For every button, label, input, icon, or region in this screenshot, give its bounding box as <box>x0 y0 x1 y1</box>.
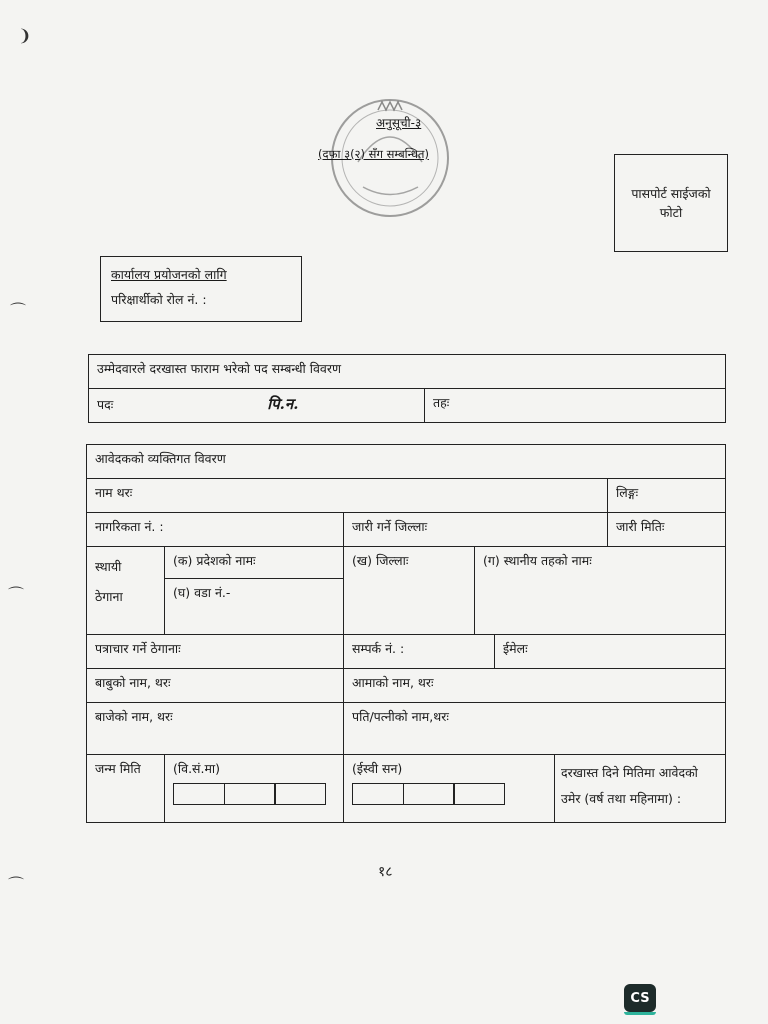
margin-mark: ❩ <box>18 26 32 45</box>
father-label: बाबुको नाम, थरः <box>95 675 171 690</box>
father-name-field[interactable] <box>87 669 344 703</box>
dob-bs-boxes[interactable] <box>173 783 335 805</box>
bs-label: (वि.सं.मा) <box>173 761 221 776</box>
citizenship-label: नागरिकता नं. : <box>95 519 164 534</box>
dob-label-cell <box>87 755 165 823</box>
dob-bs-year-box[interactable] <box>173 783 225 805</box>
gender-field[interactable] <box>608 479 726 513</box>
grandfather-label: बाजेको नाम, थरः <box>95 709 173 724</box>
dob-ad-boxes[interactable] <box>352 783 546 805</box>
name-label: नाम थरः <box>95 485 133 500</box>
age-label-line2: उमेर (वर्ष तथा महिनामा) : <box>561 791 682 807</box>
contact-label: सम्पर्क नं. : <box>352 641 405 656</box>
mother-label: आमाको नाम, थरः <box>352 675 434 690</box>
spouse-label: पति/पत्नीको नाम,थरः <box>352 709 449 724</box>
province-field[interactable] <box>165 547 344 579</box>
local-level-label: (ग) स्थानीय तहको नामः <box>483 553 592 568</box>
issue-date-field[interactable] <box>608 513 726 547</box>
page-number: १८ <box>378 864 393 880</box>
post-value: पि.न. <box>267 395 299 413</box>
margin-mark: ⌒ <box>8 585 25 604</box>
local-level-field[interactable] <box>475 547 726 635</box>
dob-bs-field[interactable] <box>165 755 344 823</box>
level-label: तहः <box>433 395 450 410</box>
annex-subtitle: (दफा ३(२) सँग सम्बन्धित) <box>318 147 429 161</box>
ward-label: (घ) वडा नं.- <box>173 585 231 600</box>
district-field[interactable] <box>344 547 475 635</box>
dob-ad-day-box[interactable] <box>453 783 505 805</box>
issue-district-label: जारी गर्ने जिल्लाः <box>352 519 428 534</box>
contact-field[interactable] <box>344 635 495 669</box>
post-field[interactable] <box>89 389 425 423</box>
margin-mark: ⌒ <box>8 875 25 894</box>
mother-name-field[interactable] <box>344 669 726 703</box>
dob-ad-month-box[interactable] <box>403 783 455 805</box>
dob-bs-month-box[interactable] <box>224 783 276 805</box>
permanent-label-2: ठेगाना <box>95 589 123 604</box>
office-use-box <box>100 256 302 322</box>
permanent-label-1: स्थायी <box>95 559 122 574</box>
photo-label-line1: पासपोर्ट साईजको <box>631 185 711 201</box>
ad-label: (ईस्वी सन) <box>352 761 403 776</box>
level-field[interactable] <box>425 389 726 423</box>
issue-district-field[interactable] <box>344 513 608 547</box>
office-use-heading: कार्यालय प्रयोजनको लागि <box>111 267 227 282</box>
post-label: पदः <box>97 397 114 412</box>
post-details-table <box>88 354 726 423</box>
email-label: ईमेलः <box>503 641 528 656</box>
dob-ad-year-box[interactable] <box>352 783 404 805</box>
province-label: (क) प्रदेशको नामः <box>173 553 256 568</box>
post-section-heading: उम्मेदवारले दरखास्त फाराम भरेको पद सम्बन्धी विवरण <box>89 355 726 389</box>
age-label-line1: दरखास्त दिने मितिमा आवेदको <box>561 765 698 780</box>
dob-label: जन्म मिति <box>95 761 141 776</box>
dob-ad-field[interactable] <box>344 755 555 823</box>
spouse-name-field[interactable] <box>344 703 726 755</box>
permanent-address-label-cell <box>87 547 165 635</box>
grandfather-name-field[interactable] <box>87 703 344 755</box>
annex-title: अनुसूची-३ <box>376 116 422 130</box>
personal-section-heading: आवेदकको व्यक्तिगत विवरण <box>87 445 726 479</box>
citizenship-field[interactable] <box>87 513 344 547</box>
issue-date-label: जारी मितिः <box>616 519 665 534</box>
photo-label-line2: फोटो <box>659 205 683 220</box>
dob-bs-day-box[interactable] <box>274 783 326 805</box>
mailing-label: पत्राचार गर्ने ठेगानाः <box>95 641 181 656</box>
district-label: (ख) जिल्लाः <box>352 553 409 568</box>
passport-photo-box[interactable] <box>614 154 728 252</box>
personal-details-table <box>86 444 726 823</box>
roll-number-label: परिक्षार्थीको रोल नं. : <box>111 292 207 307</box>
email-field[interactable] <box>495 635 726 669</box>
margin-mark: ⌒ <box>10 301 27 320</box>
mailing-address-field[interactable] <box>87 635 344 669</box>
ward-field[interactable] <box>165 579 344 635</box>
gender-label: लिङ्गः <box>616 485 639 500</box>
age-field[interactable] <box>555 755 726 823</box>
camscanner-logo: CS <box>624 984 656 1012</box>
name-field[interactable] <box>87 479 608 513</box>
